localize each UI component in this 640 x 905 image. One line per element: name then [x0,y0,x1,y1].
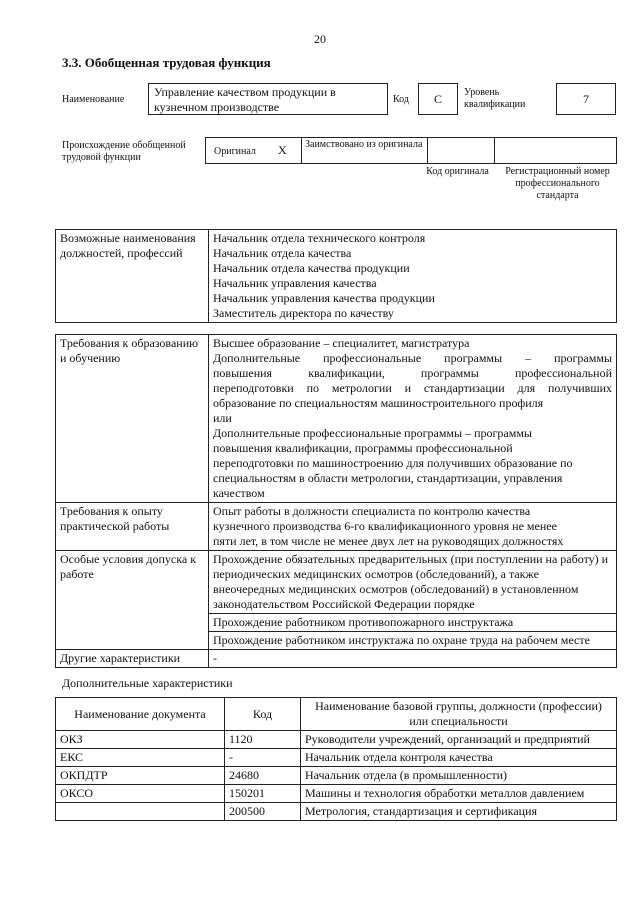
row-name: Начальник отдела контроля качества [301,749,617,767]
education-line: повышения квалификации, программы профессиональной [213,366,612,380]
row-code: 150201 [225,785,301,803]
row-name: Руководители учреждений, организаций и предприятий [301,731,617,749]
origin-divider-2 [427,138,428,163]
position-item: Начальник отдела качества продукции [213,261,410,275]
table-row [56,731,617,749]
qualification-level-label: Уровень квалификации [464,87,526,110]
experience-line: Опыт работы в должности специалиста по контролю качества [213,504,531,518]
education-label: Требования к образованию и обучению [56,335,209,503]
section-title: 3.3. Обобщенная трудовая функция [62,55,271,70]
education-line: повышения квалификации, программы профессиональной [213,441,513,455]
education-line: образование по специальностям машиностроительного профиля [213,396,544,410]
code-label: Код [393,94,409,105]
education-line: качеством [213,486,265,500]
education-line: или [213,411,232,425]
row-name: Метрология, стандартизация и сертификация [301,803,617,821]
qualification-level-value: 7 [583,92,589,106]
row-doc: ОКПДТР [56,767,225,785]
row-doc: ОКСО [56,785,225,803]
borrowed-label: Заимствовано из оригинала [305,139,423,150]
row-doc: ОКЗ [56,731,225,749]
function-code-box [418,83,458,115]
experience-line: пяти лет, в том числе не менее двух лет на руководящих должностях [213,534,564,548]
education-line: Высшее образование – специалитет, магистратура [213,336,470,350]
origin-divider-3 [494,138,495,163]
row-code: 24680 [225,767,301,785]
experience-line: кузнечного производства 6-го квалификационного уровня не менее [213,519,557,533]
positions-list [209,230,617,323]
col-doc-header: Наименование документа [56,698,225,731]
education-line: специальностям в области метрологии, стандартизации, управления [213,471,563,485]
original-mark: X [278,143,287,157]
other-characteristics-label: Другие характеристики [56,650,209,668]
education-line: Дополнительные профессиональные программы – программы [213,426,532,440]
function-name-box [148,83,388,115]
reg-number-caption: Регистрационный номер профессионального стандарта [505,166,610,201]
additional-title: Дополнительные характеристики [62,676,233,690]
page-number: 20 [314,32,326,46]
row-name: Машины и технология обработки металлов давлением [301,785,617,803]
row-name: Начальник отдела (в промышленности) [301,767,617,785]
experience-label: Требования к опыту практической работы [56,503,209,551]
original-label: Оригинал [214,146,256,157]
col-code-header: Код [225,698,301,731]
requirements-table [55,334,617,668]
position-item: Заместитель директора по качеству [213,306,394,320]
code-original-caption: Код оригинала [426,166,489,177]
position-item: Начальник управления качества продукции [213,291,435,305]
position-item: Начальник отдела качества [213,246,352,260]
row-code: 1120 [225,731,301,749]
origin-box [205,137,617,164]
origin-label: Происхождение обобщенной трудовой функции [62,140,186,163]
education-line: переподготовки по машиностроению для получивших образование по [213,456,573,470]
row-doc [56,803,225,821]
table-row [56,785,617,803]
position-item: Начальник отдела технического контроля [213,231,426,245]
special-condition-item: Прохождение работником инструктажа по охране труда на рабочем месте [213,633,590,647]
function-name-value: Управление качеством продукции в кузнечном производстве [154,85,336,114]
qualification-level-box [556,83,616,115]
education-line: Дополнительные профессиональные программы – программы [213,351,612,365]
education-line: переподготовки по метрологии и стандартизации для получивших [213,381,612,395]
col-name-header: Наименование базовой группы, должности (профессии) или специальности [301,698,617,731]
table-row [56,803,617,821]
origin-divider-1 [301,138,302,163]
special-conditions-label: Особые условия допуска к работе [56,551,209,650]
row-code: - [225,749,301,767]
special-conditions-cell [209,551,617,650]
special-condition-item: Прохождение работником противопожарного инструктажа [209,614,616,632]
table-row [56,767,617,785]
experience-cell [209,503,617,551]
positions-table [55,229,617,323]
name-label: Наименование [62,94,125,105]
position-item: Начальник управления качества [213,276,377,290]
special-condition-item: Прохождение обязательных предварительных (при поступлении на работу) и периодических медицинских осмотров (обследований), а также внеочередных медицинских осмотров (обследований) в установленном законодательством Российской Федерации порядке [209,551,616,614]
function-code-value: C [433,92,442,106]
table-row [56,749,617,767]
row-code: 200500 [225,803,301,821]
other-characteristics-value: - [209,650,617,668]
additional-table [55,697,617,821]
row-doc: ЕКС [56,749,225,767]
education-cell [209,335,617,503]
positions-label: Возможные наименования должностей, профессий [56,230,209,323]
